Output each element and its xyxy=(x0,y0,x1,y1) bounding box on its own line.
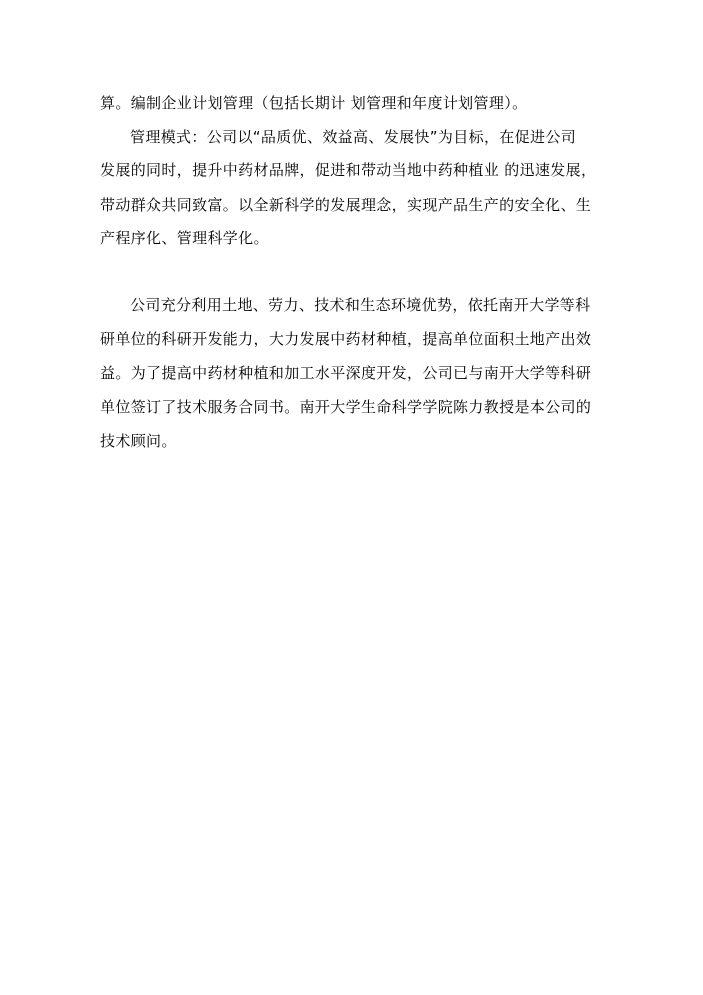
paragraph-2-line-4: 产程序化、管理科学化。 xyxy=(100,229,269,247)
paragraph-2-line-1: 管理模式：公司以“品质优、效益高、发展快”为目标，在促进公司 xyxy=(130,128,577,146)
paragraph-3-line-1: 公司充分利用土地、劳力、技术和生态环境优势，依托南开大学等科 xyxy=(130,296,591,314)
section-heading xyxy=(90,261,100,282)
paragraph-3-line-2: 研单位的科研开发能力，大力发展中药材种植，提高单位面积土地产出效 xyxy=(100,330,592,348)
paragraph-1-line-1: 算。编制企业计划管理（包括长期计 划管理和年度计划管理）。 xyxy=(100,94,528,112)
paragraph-3-line-4: 单位签订了技术服务合同书。南开大学生命科学学院陈力教授是本公司的 xyxy=(100,398,592,416)
paragraph-3-line-5: 技术顾问。 xyxy=(100,432,177,450)
paragraph-2-line-3: 带动群众共同致富。以全新科学的发展理念，实现产品生产的安全化、生 xyxy=(100,196,592,214)
paragraph-2-line-2: 发展的同时，提升中药材品牌，促进和带动当地中药种植业 的迅速发展， xyxy=(100,161,597,179)
paragraph-3-line-3: 益。为了提高中药材种植和加工水平深度开发，公司已与南开大学等科研 xyxy=(100,364,592,382)
